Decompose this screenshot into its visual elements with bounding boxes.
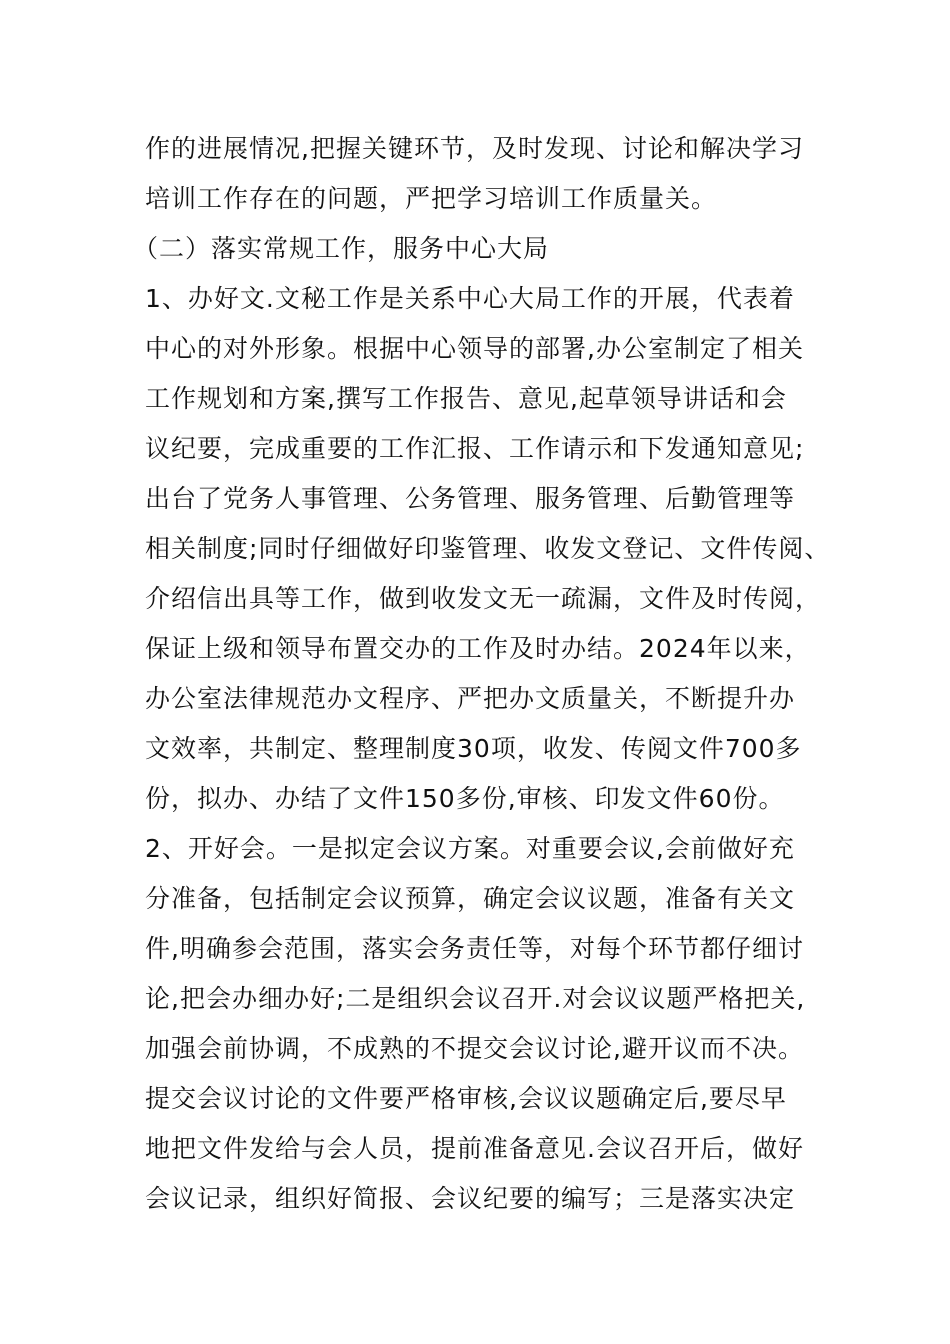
text-line: 加强会前协调，不成熟的不提交会议讨论,避开议而不决。 (145, 1034, 804, 1063)
text-line: 办公室法律规范办文程序、严把办文质量关，不断提升办 (145, 684, 796, 713)
text-line: 1、办好文.文秘工作是关系中心大局工作的开展，代表着 (145, 284, 795, 313)
text-line: 中心的对外形象。根据中心领导的部署,办公室制定了相关 (145, 334, 804, 363)
text-line: 2、开好会。一是拟定会议方案。对重要会议,会前做好充 (145, 834, 795, 863)
text-line: 作的进展情况,把握关键环节，及时发现、讨论和解决学习 (145, 134, 804, 163)
text-line: 会议记录，组织好简报、会议纪要的编写；三是落实决定 (145, 1184, 796, 1213)
text-line: 议纪要，完成重要的工作汇报、工作请示和下发通知意见; (145, 434, 805, 463)
text-line: 出台了党务人事管理、公务管理、服务管理、后勤管理等 (145, 484, 796, 513)
text-line: 地把文件发给与会人员，提前准备意见.会议召开后，做好 (145, 1134, 804, 1163)
text-line: 份，拟办、办结了文件150多份,审核、印发文件60份。 (145, 784, 785, 813)
document-body (133, 128, 831, 1228)
text-line: 论,把会办细办好;二是组织会议召开.对会议议题严格把关, (145, 984, 806, 1013)
text-line: 件,明确参会范围，落实会务责任等，对每个环节都仔细讨 (145, 934, 804, 963)
text-line: 工作规划和方案,撰写工作报告、意见,起草领导讲话和会 (145, 384, 787, 413)
text-line: 文效率，共制定、整理制度30项，收发、传阅文件700多 (145, 734, 802, 763)
text-line: 介绍信出具等工作，做到收发文无一疏漏，文件及时传阅， (145, 584, 822, 613)
text-line: 相关制度;同时仔细做好印鉴管理、收发文登记、文件传阅、 (145, 534, 831, 563)
text-line: 培训工作存在的问题，严把学习培训工作质量关。 (145, 184, 718, 213)
text-line: 分准备，包括制定会议预算，确定会议议题，准备有关文 (145, 884, 796, 913)
section-heading: （二）落实常规工作，服务中心大局 (133, 234, 550, 263)
text-line: 提交会议讨论的文件要严格审核,会议议题确定后,要尽早 (145, 1084, 787, 1113)
text-line: 保证上级和领导布置交办的工作及时办结。2024年以来， (145, 634, 811, 663)
